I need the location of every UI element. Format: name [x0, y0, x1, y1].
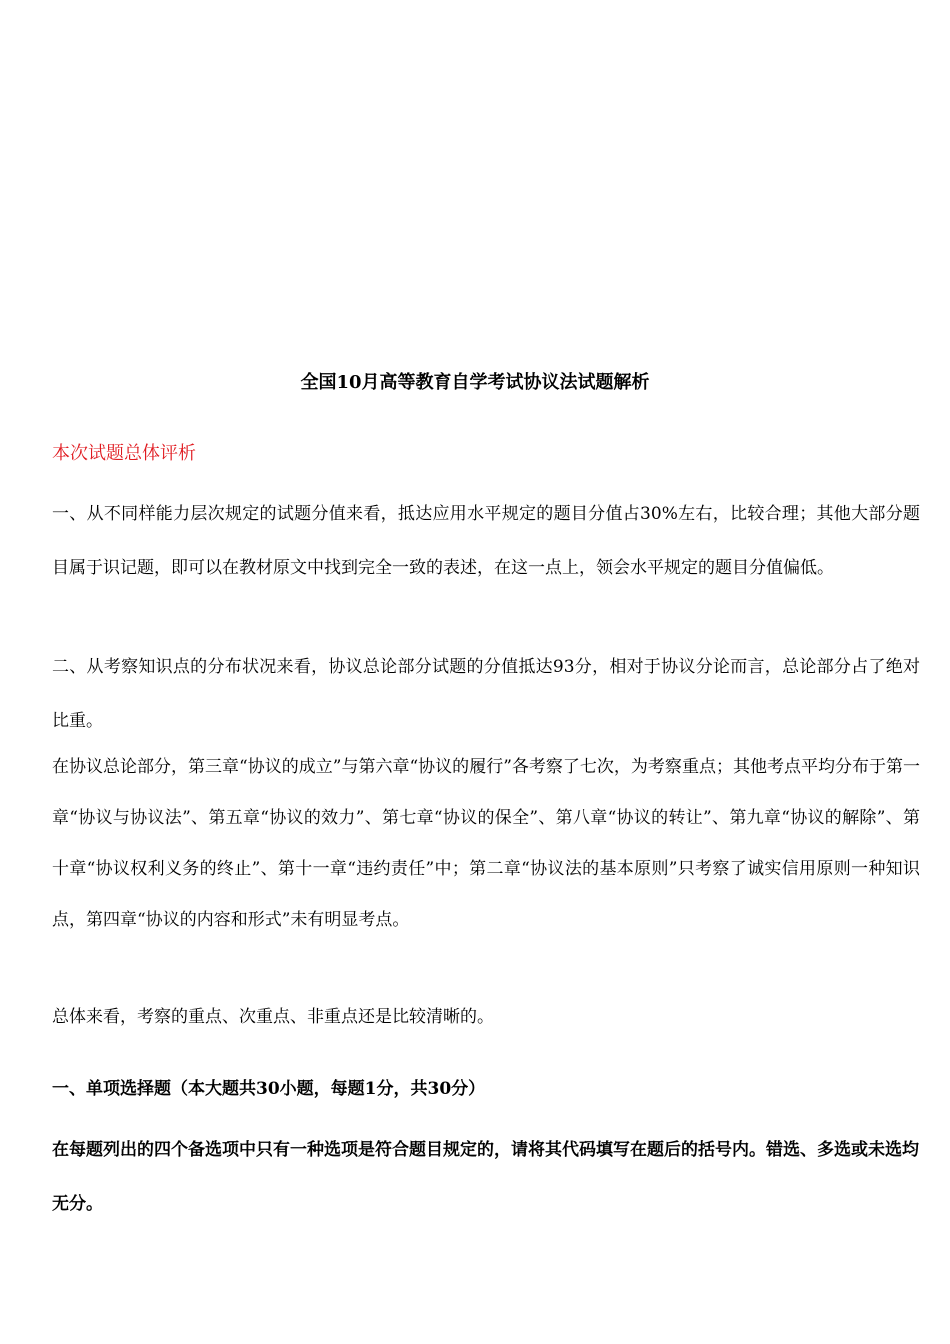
document-title: 全国10月高等教育自学考试协议法试题解析: [300, 372, 650, 393]
question-section-heading: 一、单项选择题（本大题共30小题，每题1分，共30分）: [52, 1079, 486, 1099]
analysis-paragraph-3: 在协议总论部分，第三章“协议的成立”与第六章“协议的履行”各考察了七次，为考察重点；其他考点平均分布于第一章“协议与协议法”、第五章“协议的效力”、第七章“协议的保全”、第八章“协议的转让”、第九章“协议的解除”、第十章“协议权利义务的终止”、第十一章“违约责任”中；第二章“协议法的基本原则”只考察了诚实信用原则一种知识点，第四章“协议的内容和形式”未有明显考点。: [52, 757, 920, 930]
analysis-heading: 本次试题总体评析: [52, 443, 196, 464]
analysis-paragraph-4: 总体来看，考察的重点、次重点、非重点还是比较清晰的。: [52, 1007, 494, 1027]
question-section-instructions: 在每题列出的四个备选项中只有一种选项是符合题目规定的，请将其代码填写在题后的括号内。错选、多选或未选均无分。: [52, 1140, 919, 1214]
analysis-paragraph-2: 二、从考察知识点的分布状况来看，协议总论部分试题的分值抵达93分，相对于协议分论而言，总论部分占了绝对比重。: [52, 657, 920, 731]
analysis-paragraph-1: 一、从不同样能力层次规定的试题分值来看，抵达应用水平规定的题目分值占30%左右，比较合理；其他大部分题目属于识记题，即可以在教材原文中找到完全一致的表述，在这一点上，领会水平规定的题目分值偏低。: [52, 504, 920, 578]
